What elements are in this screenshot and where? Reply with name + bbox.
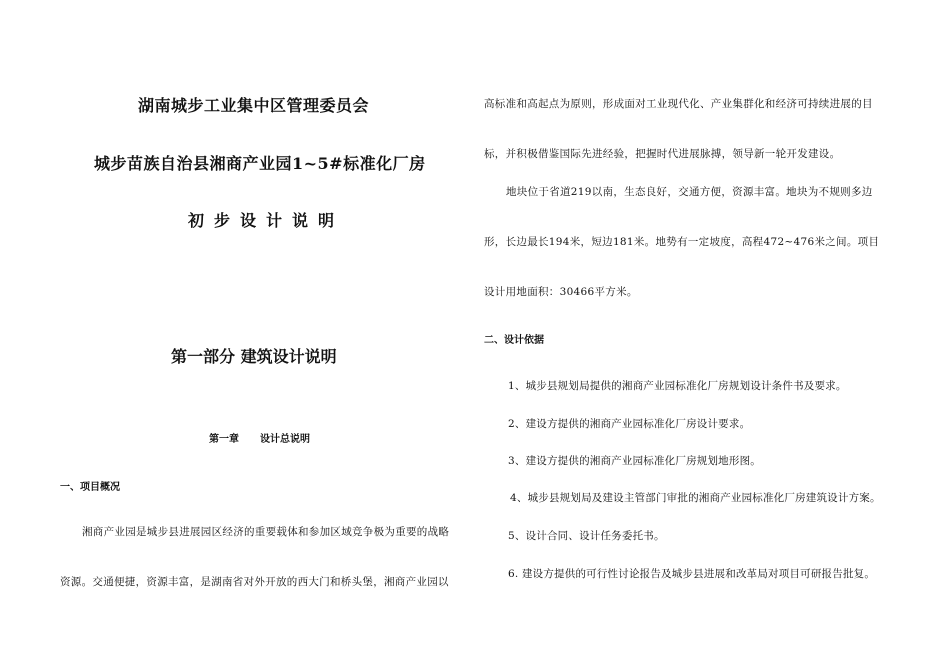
title-preliminary-design: 初步设计说明 xyxy=(188,211,345,230)
section-heading: 二、设计依据 xyxy=(484,335,544,346)
list-item: 3、建设方提供的湘商产业园标准化厂房规划地形图。 xyxy=(508,455,761,467)
list-item: 4、城步县规划局及建设主管部门审批的湘商产业园标准化厂房建筑设计方案。 xyxy=(510,492,881,504)
paragraph-line: 高标准和高起点为原则，形成面对工业现代化、产业集群化和经济可持续进展的目 xyxy=(484,98,873,110)
paragraph-line: 资源。交通便捷，资源丰富，是湖南省对外开放的西大门和桥头堡，湘商产业园以 xyxy=(60,576,449,588)
list-item: 6. 建设方提供的可行性讨论报告及城步县进展和改革局对项目可研报告批复。 xyxy=(508,568,876,580)
chapter-number: 第一章 xyxy=(209,434,239,445)
right-page xyxy=(475,0,950,672)
chapter-title: 设计总说明 xyxy=(260,434,310,445)
title-project: 城步苗族自治县湘商产业园1~5#标准化厂房 xyxy=(94,154,426,173)
list-item: 2、建设方提供的湘商产业园标准化厂房设计要求。 xyxy=(508,418,751,430)
list-item: 1、城步县规划局提供的湘商产业园标准化厂房规划设计条件书及要求。 xyxy=(508,380,847,392)
section-heading: 一、项目概况 xyxy=(60,482,120,493)
paragraph-line: 形，长边最长194米，短边181米。地势有一定坡度，高程472~476米之间。项目 xyxy=(484,236,880,248)
paragraph-line: 地块位于省道219以南，生态良好，交通方便，资源丰富。地块为不规则多边 xyxy=(506,186,873,198)
part-heading: 第一部分 建筑设计说明 xyxy=(171,347,337,366)
paragraph-line: 标，并积极借鉴国际先进经验，把握时代进展脉搏，领导新一轮开发建设。 xyxy=(484,148,841,160)
title-committee: 湖南城步工业集中区管理委员会 xyxy=(138,96,370,115)
list-item: 5、设计合同、设计任务委托书。 xyxy=(508,530,665,542)
paragraph-line: 湘商产业园是城步县进展园区经济的重要载体和参加区域竞争极为重要的战略 xyxy=(82,526,450,538)
paragraph-line: 设计用地面积：30466平方米。 xyxy=(484,286,638,298)
